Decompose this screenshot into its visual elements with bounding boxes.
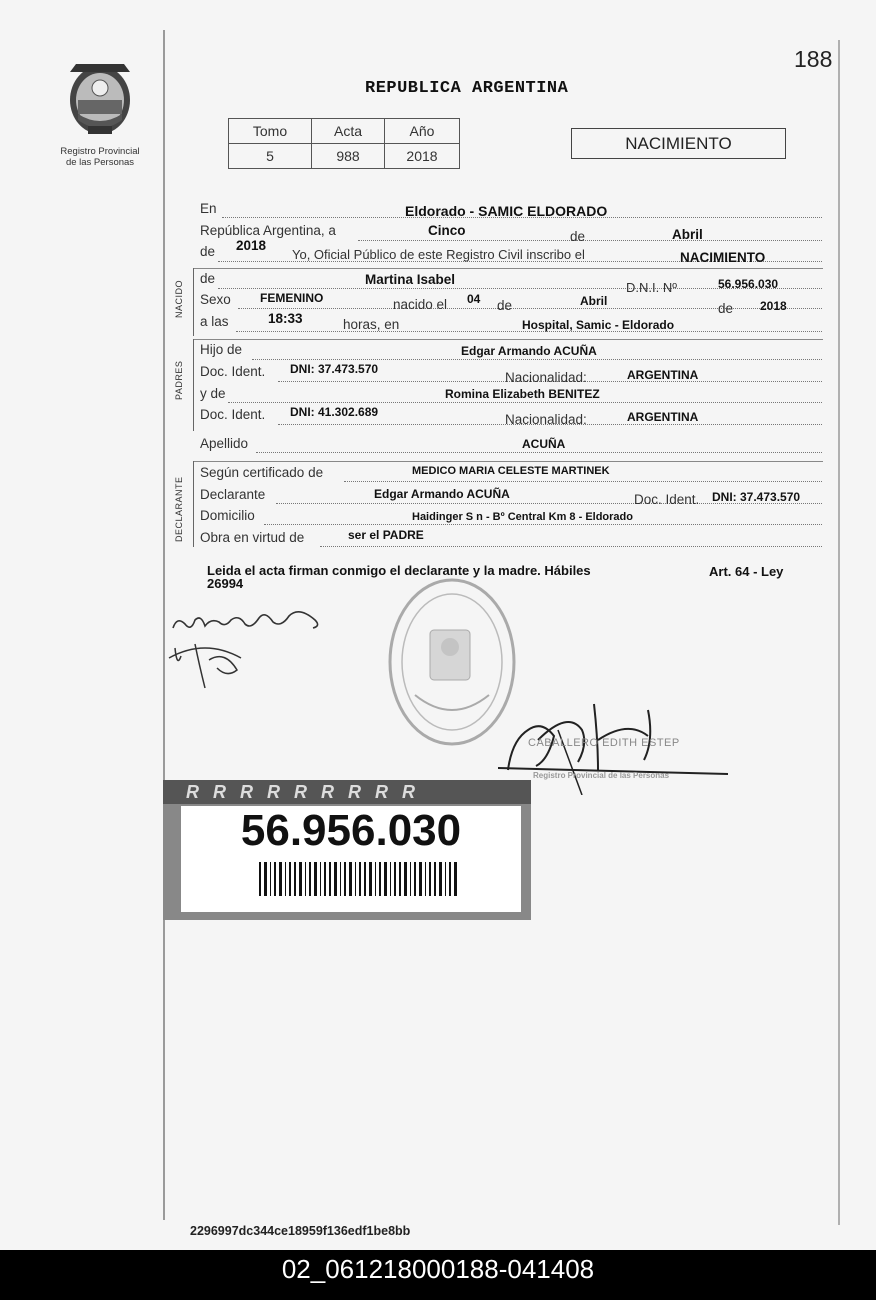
pattern-letter: R — [186, 782, 213, 802]
pattern-letter: R — [375, 782, 402, 802]
act-type-value: NACIMIENTO — [680, 250, 766, 265]
registry-table — [228, 118, 460, 169]
mother-nationality-value: ARGENTINA — [627, 410, 699, 424]
father-name-value: Edgar Armando ACUÑA — [461, 344, 597, 358]
official-stamp-name: CABALLERO EDITH ESTEP — [528, 737, 680, 749]
acta-header: Acta — [312, 119, 385, 144]
place-value: Eldorado - SAMIC ELDORADO — [405, 203, 608, 219]
tomo-header: Tomo — [229, 119, 312, 144]
logo-caption-line2: de las Personas — [65, 157, 135, 168]
apellido-label: Apellido — [200, 436, 249, 451]
day-words-value: Cinco — [428, 223, 466, 238]
dotted-line — [320, 546, 822, 547]
domicilio-value: Haidinger S n - Bº Central Km 8 - Eldorado — [412, 511, 633, 523]
mother-doc-value: DNI: 41.302.689 — [290, 405, 379, 419]
pattern-letter: R — [321, 782, 348, 802]
en-label: En — [200, 201, 217, 216]
legal-ref: Art. 64 - Ley — [709, 564, 784, 579]
child-dni-value: 56.956.030 — [718, 277, 779, 291]
pattern-letter: R — [402, 782, 429, 802]
pattern-letter: R — [348, 782, 375, 802]
birth-place-value: Hospital, Samic - Eldorado — [522, 318, 675, 332]
obra-value: ser el PADRE — [348, 528, 424, 542]
y-de-label: y de — [200, 386, 226, 401]
registry-header-row — [229, 119, 460, 144]
section-bracket — [193, 268, 194, 336]
right-margin-line — [838, 40, 840, 1225]
mother-name-value: Romina Elizabeth BENITEZ — [445, 387, 600, 401]
child-name-value: Martina Isabel — [365, 272, 456, 287]
dotted-line — [358, 240, 822, 241]
anio-value: 2018 — [385, 144, 460, 169]
doc-ident-label: Doc. Ident. — [634, 492, 700, 507]
sexo-label: Sexo — [200, 292, 231, 307]
logo-caption — [40, 146, 160, 168]
oficial-text: Yo, Oficial Público de este Registro Civil inscribo el — [292, 247, 585, 262]
de-label: de — [570, 229, 586, 244]
dni-label: D.N.I. Nº — [626, 280, 677, 295]
de-label: de — [200, 271, 216, 286]
nacionalidad-label: Nacionalidad: — [505, 412, 587, 427]
tomo-value: 5 — [229, 144, 312, 169]
dotted-line — [228, 402, 822, 403]
segun-certificado-label: Según certificado de — [200, 465, 324, 480]
section-separator — [193, 461, 823, 462]
apellido-value: ACUÑA — [522, 437, 566, 451]
legal-text-main: Leida el acta firman conmigo el declarante y la madre. Hábiles — [207, 563, 591, 578]
footer-filename: 02_061218000188-041408 — [281, 1254, 595, 1284]
doc-ident-label: Doc. Ident. — [200, 364, 266, 379]
record-type-box: NACIMIENTO — [571, 128, 786, 159]
horas-label: horas, en — [343, 317, 400, 332]
declarant-signature-icon — [165, 598, 335, 698]
acta-value: 988 — [312, 144, 385, 169]
document-title: REPUBLICA ARGENTINA — [365, 79, 569, 98]
birth-year-value: 2018 — [760, 299, 787, 313]
section-bracket — [193, 339, 194, 431]
padres-section-label: PADRES — [174, 360, 184, 400]
de-label: de — [718, 301, 734, 316]
doc-ident-label: Doc. Ident. — [200, 407, 266, 422]
hijo-de-label: Hijo de — [200, 342, 243, 357]
section-separator — [193, 339, 823, 340]
section-separator — [193, 268, 823, 269]
declarante-value: Edgar Armando ACUÑA — [374, 487, 510, 501]
pattern-letter: R — [294, 782, 321, 802]
registry-value-row — [229, 144, 460, 169]
section-bracket — [193, 461, 194, 547]
obra-label: Obra en virtud de — [200, 530, 305, 545]
pattern-letter: R — [240, 782, 267, 802]
dotted-line — [252, 359, 822, 360]
de-label: de — [497, 298, 513, 313]
legal-law: 26994 — [207, 576, 244, 591]
declarante-label: Declarante — [200, 487, 266, 502]
pattern-letter-band — [186, 782, 526, 803]
birth-time-value: 18:33 — [268, 311, 303, 326]
domicilio-label: Domicilio — [200, 508, 255, 523]
father-doc-value: DNI: 37.473.570 — [290, 362, 379, 376]
dotted-line — [264, 524, 822, 525]
pattern-letter: R — [267, 782, 294, 802]
nacido-section-label: NACIDO — [174, 279, 184, 318]
year-value: 2018 — [236, 238, 267, 253]
birth-month-value: Abril — [580, 294, 608, 308]
certificado-value: MEDICO MARIA CELESTE MARTINEK — [412, 465, 610, 477]
sexo-value: FEMENINO — [260, 291, 324, 305]
nacionalidad-label: Nacionalidad: — [505, 370, 587, 385]
dotted-line — [238, 308, 822, 309]
dotted-line — [256, 452, 822, 453]
de-label: de — [200, 244, 216, 259]
page-number: 188 — [794, 46, 833, 72]
father-nationality-value: ARGENTINA — [627, 368, 699, 382]
declarante-section-label: DECLARANTE — [174, 476, 184, 542]
dotted-line — [344, 481, 822, 482]
birth-day-value: 04 — [467, 292, 481, 306]
a-las-label: a las — [200, 314, 229, 329]
document-hash: 2296997dc344ce18959f136edf1be8bb — [190, 1224, 411, 1238]
declarante-doc-value: DNI: 37.473.570 — [712, 490, 801, 504]
barcode-number: 56.956.030 — [240, 806, 462, 855]
anio-header: Año — [385, 119, 460, 144]
misiones-coat-of-arms-icon — [60, 58, 140, 138]
nacido-el-label: nacido el — [393, 297, 448, 312]
official-stamp-subtitle: Registro Provincial de las Personas — [533, 771, 670, 780]
month-value: Abril — [672, 227, 703, 242]
logo-caption-line1: Registro Provincial — [60, 146, 140, 157]
pattern-letter: R — [213, 782, 240, 802]
republica-label: República Argentina, a — [200, 223, 336, 238]
